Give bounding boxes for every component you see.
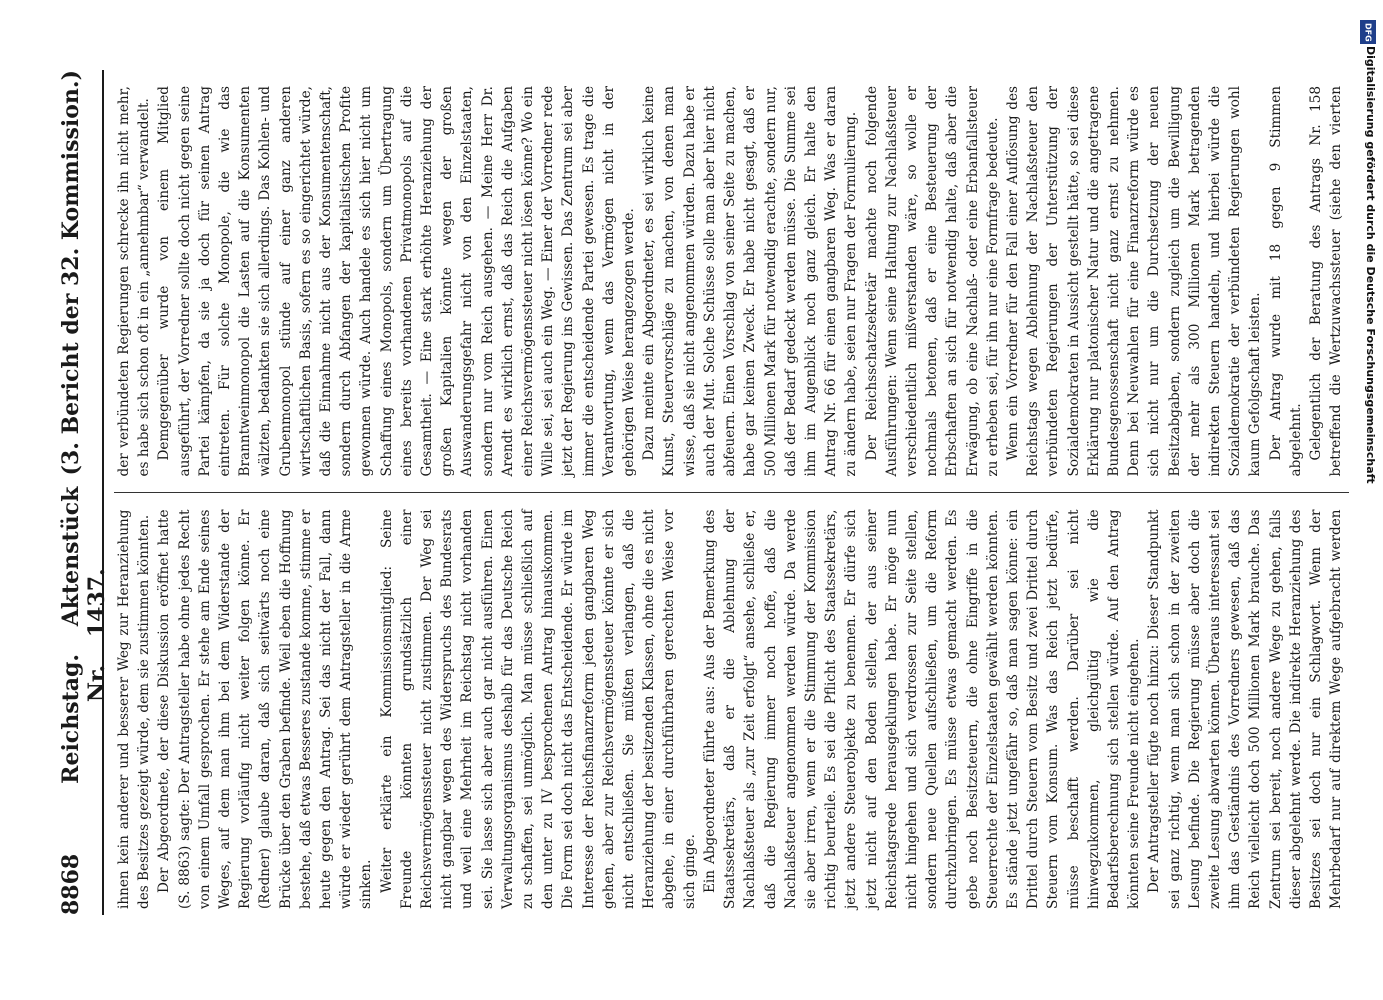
left-column <box>114 493 1349 916</box>
paragraph: Wenn ein Vorredner für den Fall einer Auflösung des Reichstags wegen Ablehnung der Nachlaßsteuer den verbündeten Regierungen der Unterstützung der Sozialdemokraten in Aussicht gestellt hätte, so sei diese Erklärung nur platonischer Natur und die angetragene Bundesgenossenschaft nicht ganz ernst zu nehmen. Denn bei Neuwahlen für eine Finanzreform würde es sich nicht nur um die Durchsetzung der neuen Besitzabgaben, sondern zugleich um die Bewilligung der mehr als 300 Millionen Mark betragenden indirekten Steuern handeln, und hierbei würde die Sozialdemokratie der verbündeten Regierungen wohl kaum Gefolgschaft leisten. <box>1004 86 1264 477</box>
paragraph: Demgegenüber wurde von einem Mitglied ausgeführt, der Vorredner sollte doch nicht gegen seine Partei kämpfen, da sie ja doch für seinen Antrag eintreten. Für solche Monopole, die wie das Branntweinmonopol die Lasten auf die Konsumenten wälzten, bedankten sie sich allerdings. Das Kohlen- und Grubenmonopol stünde auf einer ganz anderen wirtschaftlichen Basis, sofern es so eingerichtet würde, daß die Einnahme nicht aus der Konsumentenschaft, sondern durch Abfangen der kapitalistischen Profite gewonnen würde. Auch handele es sich hier nicht um Schaffung eines Monopols, sondern um Übertragung eines bereits vorhandenen Privatmonopols auf die Gesamtheit. — Eine stark erhöhte Heranziehung der großen Kapitalien könnte wegen der großen Auswanderungsgefahr nicht von den Einzelstaaten, sondern nur vom Reich ausgehen. — Meine Herr Dr. Arendt es wirklich ernst, daß das Reich die Aufgaben einer Reichsvermögenssteuer nicht lösen könne? Wo ein Wille sei, sei auch ein Weg. — Einer der Vorredner rede jetzt der Regierung ins Gewissen. Das Zentrum sei aber immer die entscheidende Partei gewesen. Es trage die Verantwortung, wenn das Vermögen nicht in der gehörigen Weise herangezogen werde. <box>156 86 638 477</box>
paragraph: Der Abgeordnete, der diese Diskussion eröffnet hatte (S. 8863) sagte: Der Antragsteller habe ohne jedes Recht von einem Umfall gesprochen. Er stehe am Ende seines Weges, auf dem man ihm bei dem Widerstande der Regierung vorläufig nicht weiter folgen könne. Er (Redner) glaube daran, daß sich seitwärts noch eine Brücke über den Graben befinde. Weil eben die Hoffnung bestehe, daß etwas Besseres zustande komme, stimme er heute gegen den Antrag. Sei das nicht der Fall, dann würde er wieder gerührt dem Antragsteller in die Arme sinken. <box>156 509 375 909</box>
report-title: (3. Bericht der 32. Kommission.) <box>58 70 84 476</box>
document-title: Reichstag. Aktenstück Nr. 1437. <box>58 486 110 784</box>
paragraph: Dazu meinte ein Abgeordneter, es sei wirklich keine Kunst, Steuervorschläge zu machen, von denen man wisse, daß sie nicht angenommen würden. Dazu habe er auch der Mut. Solche Schüsse solle man aber hier nicht abfeuern. Einen Vorschlag von seiner Seite zu machen, habe gar keinen Zweck. Er habe nicht gesagt, daß er 500 Millionen Mark für notwendig erachte, sondern nur, daß der Bedarf gedeckt werden müsse. Die Summe sei ihm im Augenblick noch ganz gleich. Er halte den Antrag Nr. 66 für einen gangbaren Weg. Was er daran zu ändern habe, seien nur Fragen der Formulierung. <box>641 86 860 477</box>
right-column <box>114 70 1349 493</box>
paragraph: Weiter erklärte ein Kommissionsmitglied: Seine Freunde könnten grundsätzlich einer Reichsvermögenssteuer nicht zustimmen. Der Weg sei nicht gangbar wegen des Widerspruchs des Bundesrats und weil eine Mehrheit im Reichstag nicht vorhanden sei. Sie lasse sich aber auch gar nicht ausführen. Einen Verwaltungsorganismus deshalb für das Deutsche Reich zu schaffen, sei unmöglich. Man müsse schließlich auf den unter zu IV besprochenen Antrag hinauskommen. Die Form sei doch nicht das Entscheidende. Er würde im Interesse der Reichsfinanzreform jeden gangbaren Weg gehen, aber zur Reichsvermögenssteuer könnte er sich nicht entschließen. Sie müßten verlangen, daß die Heranziehung der besitzenden Klassen, ohne die es nicht abgehe, in einer durchführbaren gerechten Weise vor sich ginge. <box>378 509 698 909</box>
paragraph: ihnen kein anderer und besserer Weg zur Heranziehung des Besitzes gezeigt würde, dem sie zustimmen könnten. <box>116 509 153 909</box>
paragraph: Der Reichsschatzsekretär machte noch folgende Ausführungen: Wenn seine Haltung zur Nachlaßsteuer verschiedentlich mißverstanden wäre, so wolle er nochmals betonen, daß er eine Besteuerung der Erbschaften an sich für notwendig halte, daß aber die Erwägung, ob eine Nachlaß- oder eine Erbanfallsteuer zu erheben sei, für ihn nur eine Formfrage bedeute. <box>863 86 1001 477</box>
paragraph: Der Antrag wurde mit 18 gegen 9 Stimmen abgelehnt. <box>1267 86 1304 477</box>
dfg-logo: DFG <box>1360 20 1376 44</box>
page-number: 8868 <box>58 853 84 915</box>
funding-notice: Digitalisierung gefördert durch die Deutsche Forschungsgemeinschaft <box>1364 46 1377 484</box>
paragraph: Der Antragsteller fügte noch hinzu: Dieser Standpunkt sei ganz richtig, wenn man sich schon in der zweiten Lesung befinde. Die Regierung müsse aber doch die zweite Lesung abwarten können. Überaus interessant sei ihm das Geständnis des Vorredners gewesen, daß das Reich vielleicht doch 500 Millionen Mark brauche. Das Zentrum sei bereit, noch andere Wege zu gehen, falls dieser abgelehnt werde. Die indirekte Heranziehung des Besitzes sei doch nur ein Schlagwort. Wenn der Mehrbedarf nur auf direktem Wege aufgebracht werden <box>1146 509 1345 909</box>
paragraph: Gelegentlich der Beratung des Antrags Nr. 158 betreffend die Wertzuwachssteuer (siehe den vierten <box>1307 86 1345 477</box>
paragraph: der verbündeten Regierungen schrecke ihn nicht mehr, es habe sich schon oft in ein „annehmbar“ verwandelt. <box>116 86 153 477</box>
page-header <box>58 70 110 915</box>
funding-sidebar <box>1359 12 1377 702</box>
paragraph: Ein Abgeordneter führte aus: Aus der Bemerkung des Staatssekretärs, daß er die Ablehnung der Nachlaßsteuer als „zur Zeit erfolgt“ ansehe, schließe er, daß die Regierung immer noch hoffe, daß die Nachlaßsteuer angenommen werden würde. Da werde sie aber irren, wenn er die Stimmung der Kommission richtig beurteile. Es sei die Pflicht des Staatssekretärs, jetzt andere Steuerobjekte zu benennen. Er dürfe sich jetzt nicht auf den Boden stellen, der aus seiner Reichstagsrede herausgeklungen habe. Er möge nun nicht hingehen und sich verdrossen zur Seite stellen, sondern neue Quellen aufschließen, um die Reform durchzubringen. Es müsse etwas gemacht werden. Es gebe noch Besitzsteuern, die ohne Eingriffe in die Steuerrechte der Einzelstaaten gewählt werden könnten. Es stände jetzt ungefähr so, daß man sagen könne: ein Drittel durch Steuern vom Besitz und zwei Drittel durch Steuern vom Konsum. Was das Reich jetzt bedürfe, müsse beschafft werden. Darüber sei nicht hinwegzukommen, gleichgültig wie die Bedarfsberechnung sich stellen würde. Auf den Antrag könnten seine Freunde nicht eingehen. <box>701 509 1143 909</box>
text-columns <box>114 70 1349 915</box>
